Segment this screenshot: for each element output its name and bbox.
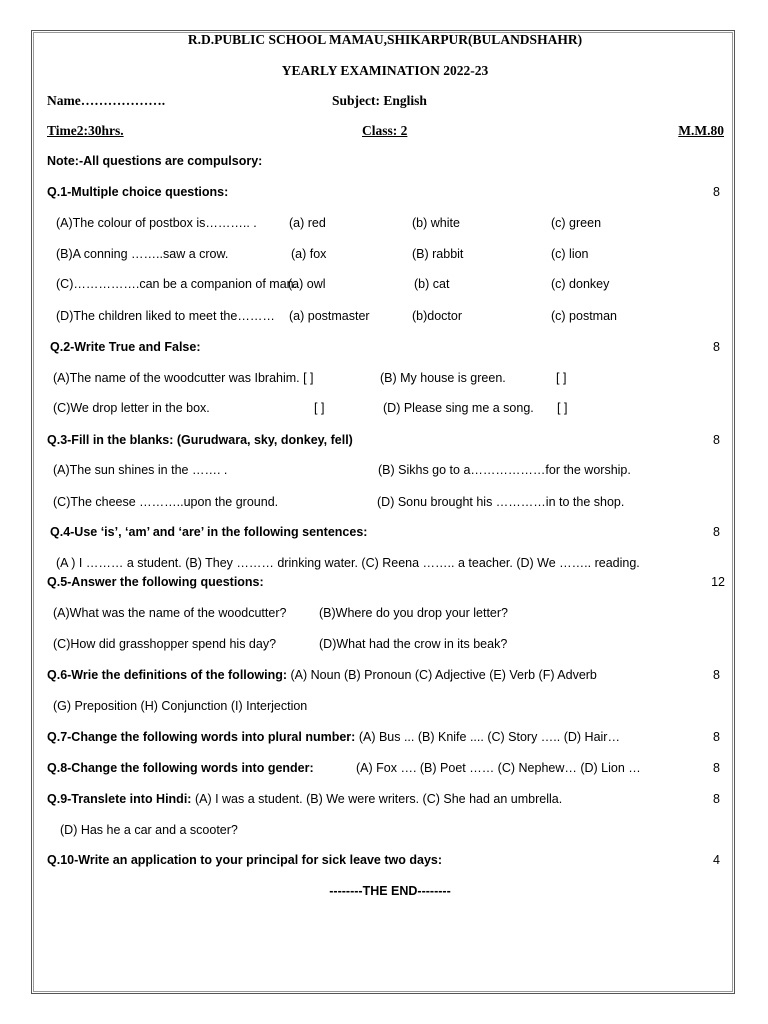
q2-b: (B) My house is green. bbox=[380, 371, 506, 385]
q2-marks: 8 bbox=[713, 340, 720, 354]
q1-a-option-a: (a) red bbox=[289, 216, 326, 230]
the-end: --------THE END-------- bbox=[329, 884, 451, 898]
q1-c-option-c: (c) donkey bbox=[551, 277, 610, 291]
q6-line bbox=[47, 667, 597, 683]
subject-label: Subject: English bbox=[332, 93, 427, 108]
q7-items: (A) Bus ... (B) Knife .... (C) Story ….. (D) Hair… bbox=[355, 730, 620, 744]
q3-b: (B) Sikhs go to a………………for the worship. bbox=[378, 463, 631, 477]
exam-title: YEARLY EXAMINATION 2022-23 bbox=[281, 63, 489, 78]
q1-b-option-b: (B) rabbit bbox=[412, 247, 464, 261]
q9-line bbox=[47, 791, 562, 807]
q6-marks: 8 bbox=[713, 668, 720, 682]
q2-c: (C)We drop letter in the box. bbox=[53, 401, 210, 415]
q1-a-option-c: (c) green bbox=[551, 216, 602, 230]
q7-marks: 8 bbox=[713, 730, 720, 744]
q6-title: Q.6-Wrie the definitions of the following: bbox=[47, 668, 288, 682]
school-title: R.D.PUBLIC SCHOOL MAMAU,SHIKARPUR(BULANDSHAHR) bbox=[187, 32, 583, 47]
q3-a: (A)The sun shines in the ……. . bbox=[53, 463, 228, 477]
page-border-inner bbox=[33, 32, 733, 992]
q9-items: (A) I was a student. (B) We were writers. (C) She had an umbrella. bbox=[191, 792, 563, 806]
q1-d-option-c: (c) postman bbox=[551, 309, 617, 323]
q1-c-option-b: (b) cat bbox=[414, 277, 450, 291]
q1-a-option-b: (b) white bbox=[412, 216, 460, 230]
q1-b-option-c: (c) lion bbox=[551, 247, 589, 261]
q4-marks: 8 bbox=[713, 525, 720, 539]
q8-items: (A) Fox …. (B) Poet …… (C) Nephew… (D) Lion … bbox=[356, 761, 641, 775]
q1-d-question: (D)The children liked to meet the……… bbox=[56, 309, 275, 323]
q1-title: Q.1-Multiple choice questions: bbox=[47, 185, 229, 199]
q1-d-option-b: (b)doctor bbox=[412, 309, 463, 323]
q5-title: Q.5-Answer the following questions: bbox=[47, 575, 264, 589]
q1-d-option-a: (a) postmaster bbox=[289, 309, 370, 323]
q9-title: Q.9-Translete into Hindi: bbox=[47, 792, 192, 806]
q5-c: (C)How did grasshopper spend his day? bbox=[53, 637, 277, 651]
q9-marks: 8 bbox=[713, 792, 720, 806]
q2-c-box: [ ] bbox=[314, 401, 325, 415]
q3-c: (C)The cheese ………..upon the ground. bbox=[53, 495, 279, 509]
name-field: Name………………. bbox=[47, 93, 166, 108]
q1-c-option-a: (a) owl bbox=[288, 277, 326, 291]
q5-b: (B)Where do you drop your letter? bbox=[319, 606, 508, 620]
note: Note:-All questions are compulsory: bbox=[47, 154, 263, 168]
q10-title: Q.10-Write an application to your principal for sick leave two days: bbox=[47, 853, 443, 867]
max-marks: M.M.80 bbox=[678, 123, 724, 138]
q1-marks: 8 bbox=[713, 185, 720, 199]
q6-items: (A) Noun (B) Pronoun (C) Adjective (E) Verb (F) Adverb bbox=[287, 668, 597, 682]
q5-d: (D)What had the crow in its beak? bbox=[319, 637, 508, 651]
q3-d: (D) Sonu brought his …………in to the shop. bbox=[377, 495, 625, 509]
q5-a: (A)What was the name of the woodcutter? bbox=[53, 606, 287, 620]
q8-marks: 8 bbox=[713, 761, 720, 775]
class-label: Class: 2 bbox=[362, 123, 408, 138]
q4-line: (A ) I ……… a student. (B) They ……… drinking water. (C) Reena …….. a teacher. (D) We …….. reading. bbox=[56, 556, 640, 570]
q2-a: (A)The name of the woodcutter was Ibrahim. [ ] bbox=[53, 371, 314, 385]
q1-a-question: (A)The colour of postbox is……….. . bbox=[56, 216, 257, 230]
q2-d: (D) Please sing me a song. bbox=[383, 401, 534, 415]
q10-marks: 4 bbox=[713, 853, 720, 867]
q6-line2: (G) Preposition (H) Conjunction (I) Interjection bbox=[53, 699, 308, 713]
q4-title: Q.4-Use ‘is’, ‘am’ and ‘are’ in the following sentences: bbox=[50, 525, 368, 539]
q9-line2: (D) Has he a car and a scooter? bbox=[60, 823, 238, 837]
q1-c-question: (C)…………….can be a companion of man. bbox=[56, 277, 298, 291]
q2-b-box: [ ] bbox=[556, 371, 567, 385]
time-label: Time2:30hrs. bbox=[47, 123, 124, 138]
q7-line bbox=[47, 729, 620, 745]
q1-b-option-a: (a) fox bbox=[291, 247, 327, 261]
q7-title: Q.7-Change the following words into plural number: bbox=[47, 730, 356, 744]
q2-d-box: [ ] bbox=[557, 401, 568, 415]
q5-marks: 12 bbox=[711, 575, 725, 589]
q2-title: Q.2-Write True and False: bbox=[50, 340, 201, 354]
q8-title: Q.8-Change the following words into gender: bbox=[47, 761, 314, 775]
q3-title: Q.3-Fill in the blanks: (Gurudwara, sky, donkey, fell) bbox=[47, 433, 353, 447]
q1-b-question: (B)A conning ……..saw a crow. bbox=[56, 247, 229, 261]
q3-marks: 8 bbox=[713, 433, 720, 447]
